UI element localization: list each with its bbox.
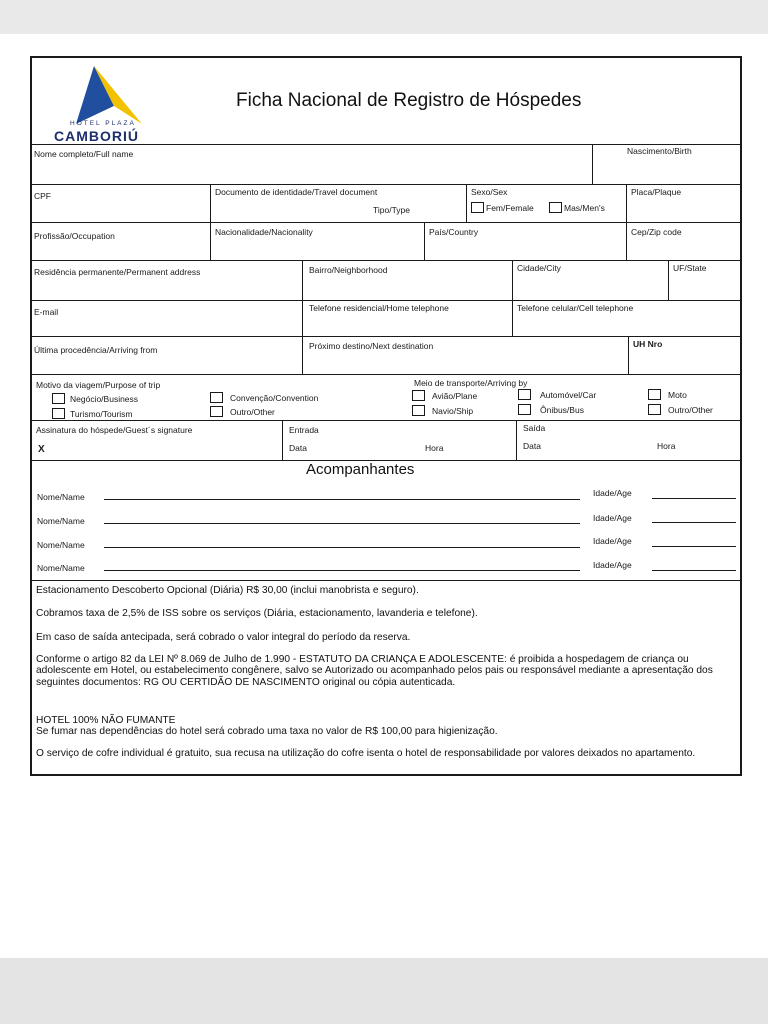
ship-label: Navio/Ship	[432, 406, 474, 416]
form-title: Ficha Nacional de Registro de Hóspedes	[236, 90, 582, 111]
country-label: País/Country	[429, 227, 479, 237]
occupation-field[interactable]	[32, 222, 210, 260]
companion-age-line[interactable]	[652, 498, 736, 499]
next-destination-field[interactable]	[302, 336, 628, 374]
note-safe-service: O serviço de cofre individual é gratuito, sua recusa na utilização do cofre isenta o hotel de responsabilidade por valores deixados no apartamento.	[36, 748, 696, 759]
notes-section	[32, 580, 740, 774]
zip-field[interactable]	[626, 222, 740, 260]
companion-name-label: Nome/Name	[37, 563, 85, 573]
plane-checkbox[interactable]	[412, 390, 425, 401]
companion-age-line[interactable]	[652, 570, 736, 571]
female-checkbox[interactable]	[471, 202, 484, 213]
female-label: Fem/Female	[486, 203, 534, 213]
companion-name-line[interactable]	[104, 523, 580, 524]
companion-age-line[interactable]	[652, 522, 736, 523]
exit-date-label[interactable]: Data	[523, 441, 541, 451]
home-phone-label: Telefone residencial/Home telephone	[309, 303, 449, 313]
arriving-from-label: Última procedência/Arriving from	[34, 345, 158, 355]
full-name-field[interactable]	[32, 144, 592, 184]
registration-form	[30, 56, 742, 776]
neighborhood-label: Bairro/Neighborhood	[309, 265, 388, 275]
car-checkbox[interactable]	[518, 389, 531, 400]
companion-name-label: Nome/Name	[37, 516, 85, 526]
purpose-other-label: Outro/Other	[230, 407, 275, 417]
email-label: E-mail	[34, 307, 59, 317]
cell-phone-field[interactable]	[512, 300, 740, 336]
address-label: Residência permanente/Permanent address	[34, 267, 201, 277]
birth-label: Nascimento/Birth	[627, 146, 692, 156]
companion-age-label: Idade/Age	[593, 488, 632, 498]
signature-mark: X	[38, 444, 45, 455]
exit-field	[516, 420, 740, 460]
sex-label: Sexo/Sex	[471, 187, 508, 197]
bus-label: Ônibus/Bus	[540, 405, 584, 415]
note-parking: Estacionamento Descoberto Opcional (Diária) R$ 30,00 (inclui manobrista e seguro).	[36, 585, 419, 596]
state-label: UF/State	[673, 263, 707, 273]
nationality-label: Nacionalidade/Nacionality	[215, 227, 313, 237]
arriving-from-field[interactable]	[32, 336, 302, 374]
note-early-checkout: Em caso de saída antecipada, será cobrado o valor integral do período da reserva.	[36, 632, 411, 643]
car-label: Automóvel/Car	[540, 390, 597, 400]
ship-checkbox[interactable]	[412, 405, 425, 416]
city-label: Cidade/City	[517, 263, 561, 273]
purpose-label: Motivo da viagem/Purpose of trip	[36, 380, 161, 390]
exit-label: Saída	[523, 423, 546, 433]
note-smoking-fee: Se fumar nas dependências do hotel será cobrado uma taxa no valor de R$ 100,00 para higienização.	[36, 726, 498, 737]
note-non-smoking-title: HOTEL 100% NÃO FUMANTE	[36, 715, 176, 726]
transport-other-checkbox[interactable]	[648, 404, 661, 415]
birth-field[interactable]	[592, 144, 740, 184]
transport-other-label: Outro/Other	[668, 405, 713, 415]
note-child-law: Conforme o artigo 82 da LEI Nº 8.069 de Julho de 1.990 - ESTATUTO DA CRIANÇA E ADOLESCENTE: é proibida a hospedagem de criança ou adolescente em Hotel, ou estabelecimento congênere, salvo se Autorizado ou acompanhado pelos pais ou responsável mediante a apresentação dos seguintes documentos: RG OU CERTIDÃO DE NASCIMENTO original ou cópia autenticada.	[36, 654, 713, 688]
state-field[interactable]	[668, 260, 740, 300]
city-field[interactable]	[512, 260, 668, 300]
logo-small-text: HOTEL PLAZA	[70, 120, 136, 127]
cell-phone-label: Telefone celular/Cell telephone	[517, 303, 634, 313]
companion-name-line[interactable]	[104, 570, 580, 571]
next-destination-label: Próximo destino/Next destination	[309, 341, 434, 351]
plate-field[interactable]	[626, 184, 740, 222]
zip-label: Cep/Zip code	[631, 227, 682, 237]
bottom-band	[0, 958, 768, 1024]
companion-age-label: Idade/Age	[593, 536, 632, 546]
plane-label: Avião/Plane	[432, 391, 478, 401]
companion-age-line[interactable]	[652, 546, 736, 547]
uh-number-field[interactable]	[628, 336, 740, 374]
email-field[interactable]	[32, 300, 302, 336]
moto-label: Moto	[668, 390, 687, 400]
plate-label: Placa/Plaque	[631, 187, 682, 197]
entry-label: Entrada	[289, 425, 319, 435]
nationality-field[interactable]	[210, 222, 424, 260]
bus-checkbox[interactable]	[518, 404, 531, 415]
cpf-field[interactable]	[32, 184, 210, 222]
id-document-field[interactable]	[210, 184, 466, 222]
top-band	[0, 0, 768, 34]
address-field[interactable]	[32, 260, 302, 300]
note-iss-tax: Cobramos taxa de 2,5% de ISS sobre os serviços (Diária, estacionamento, lavanderia e telefone).	[36, 608, 478, 619]
moto-checkbox[interactable]	[648, 389, 661, 400]
entry-hour-label[interactable]: Hora	[425, 443, 444, 453]
cpf-label: CPF	[34, 191, 51, 201]
companion-name-line[interactable]	[104, 499, 580, 500]
country-field[interactable]	[424, 222, 626, 260]
form-header	[32, 58, 740, 146]
companion-name-line[interactable]	[104, 547, 580, 548]
companion-age-label: Idade/Age	[593, 513, 632, 523]
exit-hour-label[interactable]: Hora	[657, 441, 676, 451]
companions-title: Acompanhantes	[306, 461, 415, 478]
companion-age-label: Idade/Age	[593, 560, 632, 570]
business-label: Negócio/Business	[70, 394, 139, 404]
companion-name-label: Nome/Name	[37, 492, 85, 502]
tourism-checkbox[interactable]	[52, 408, 65, 419]
logo-name: CAMBORIÚ	[54, 128, 139, 144]
purpose-other-checkbox[interactable]	[210, 406, 223, 417]
tourism-label: Turismo/Tourism	[70, 409, 133, 419]
male-label: Mas/Men's	[564, 203, 605, 213]
entry-date-label[interactable]: Data	[289, 443, 307, 453]
id-document-label: Documento de identidade/Travel document	[215, 187, 378, 197]
sex-field	[466, 184, 626, 222]
companion-name-label: Nome/Name	[37, 540, 85, 550]
uh-number-label: UH Nro	[633, 339, 663, 349]
entry-field	[282, 420, 516, 460]
purpose-transport-section	[32, 374, 740, 420]
home-phone-field[interactable]	[302, 300, 512, 336]
neighborhood-field[interactable]	[302, 260, 512, 300]
business-checkbox[interactable]	[52, 393, 65, 404]
convention-checkbox[interactable]	[210, 392, 223, 403]
transport-label: Meio de transporte/Arriving by	[414, 378, 528, 388]
occupation-label: Profissão/Occupation	[34, 231, 115, 241]
convention-label: Convenção/Convention	[230, 393, 319, 403]
signature-field[interactable]	[32, 420, 282, 460]
signature-label: Assinatura do hóspede/Guest´s signature	[36, 425, 193, 435]
companions-section	[32, 460, 740, 580]
male-checkbox[interactable]	[549, 202, 562, 213]
full-name-label: Nome completo/Full name	[34, 149, 134, 159]
type-label: Tipo/Type	[373, 205, 411, 215]
